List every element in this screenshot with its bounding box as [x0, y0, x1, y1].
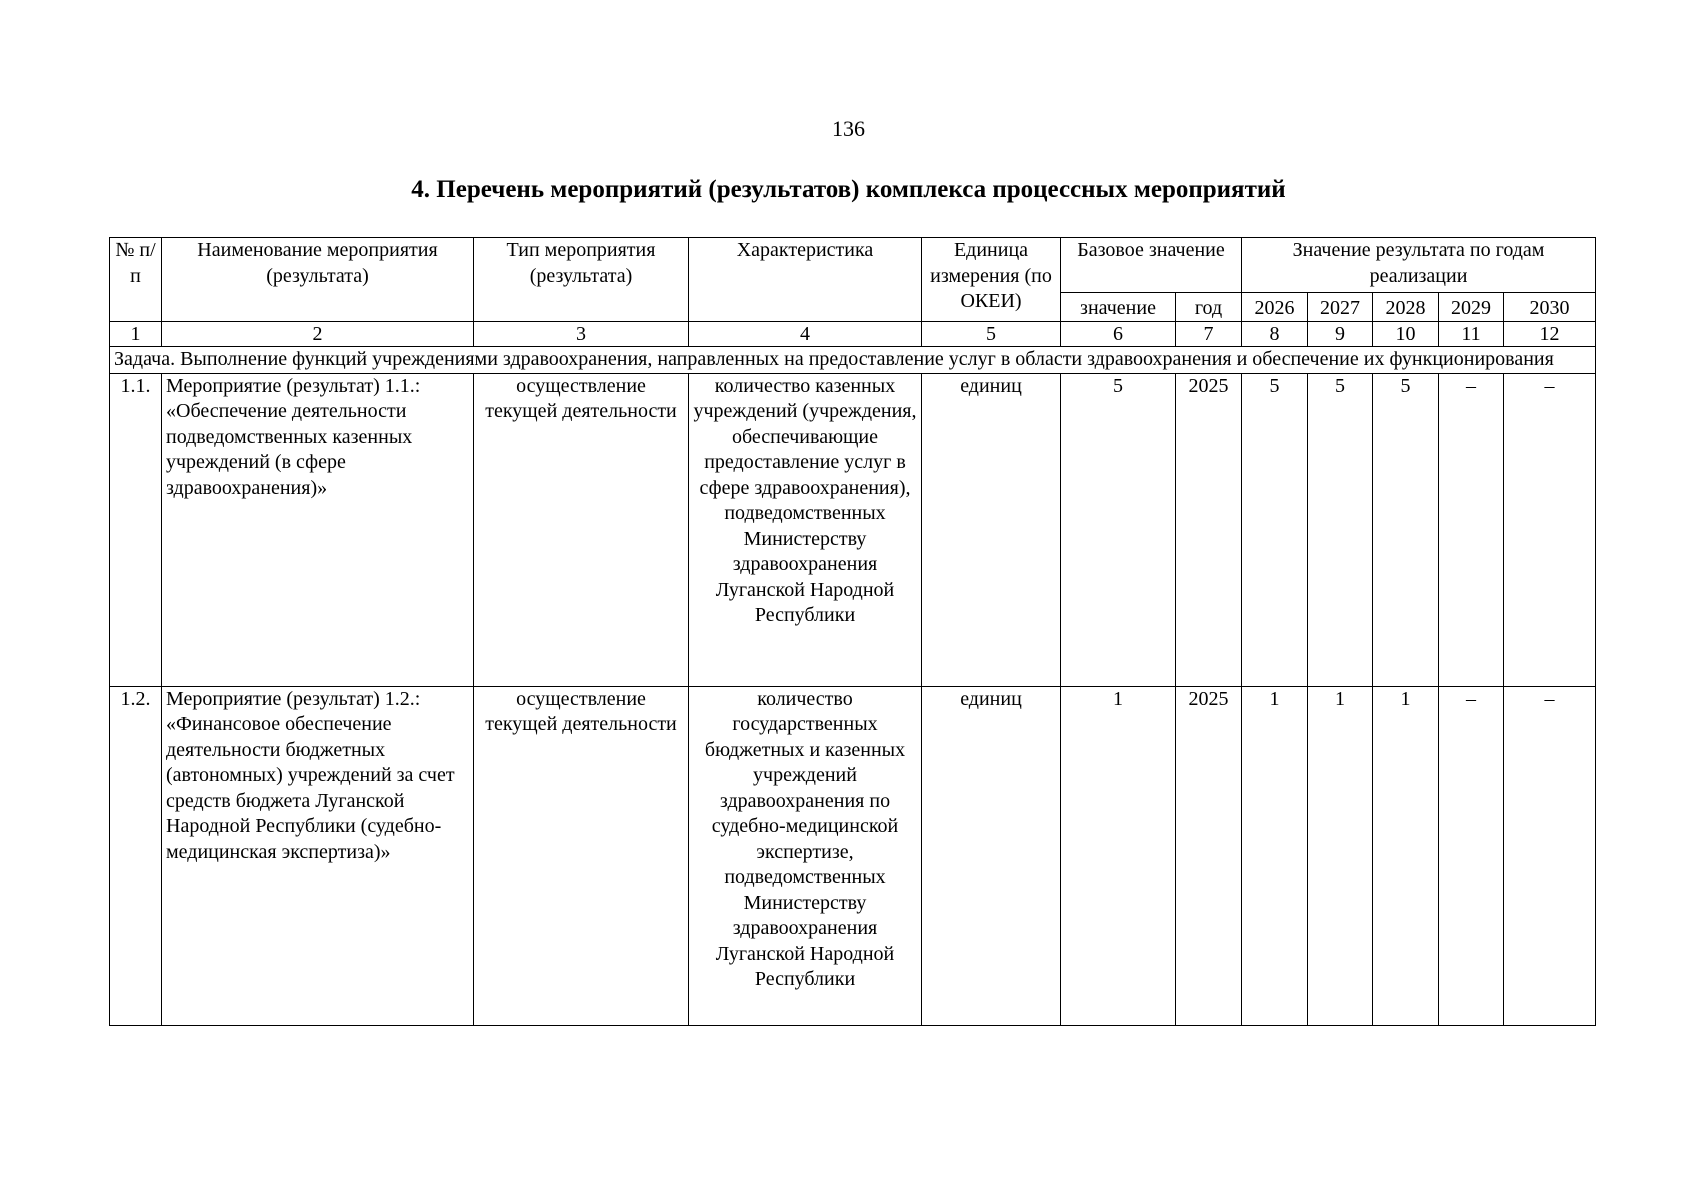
column-number: 1	[110, 322, 162, 347]
row-value-2030: –	[1504, 373, 1596, 686]
column-number: 2	[162, 322, 474, 347]
header-year-2028: 2028	[1373, 293, 1439, 322]
row-value-2028: 5	[1373, 373, 1439, 686]
row-value-2027: 1	[1308, 686, 1373, 1025]
row-value-2027: 5	[1308, 373, 1373, 686]
row-unit: единиц	[922, 686, 1061, 1025]
row-name: Мероприятие (результат) 1.1.: «Обеспечение деятельности подведомственных казенных учреждений (в сфере здравоохранения)»	[162, 373, 474, 686]
row-num: 1.2.	[110, 686, 162, 1025]
header-year-2027: 2027	[1308, 293, 1373, 322]
header-base: Базовое значение	[1061, 238, 1242, 293]
row-base-value: 5	[1061, 373, 1176, 686]
row-base-year: 2025	[1176, 686, 1242, 1025]
header-base-value: значение	[1061, 293, 1176, 322]
header-year-2026: 2026	[1242, 293, 1308, 322]
row-type: осуществление текущей деятельности	[474, 686, 689, 1025]
column-number-row	[110, 322, 1596, 347]
table-row	[110, 373, 1596, 686]
row-value-2029: –	[1439, 373, 1504, 686]
task-row	[110, 347, 1596, 374]
header-row-1	[110, 238, 1596, 293]
row-base-value: 1	[1061, 686, 1176, 1025]
header-by-year: Значение результата по годам реализации	[1242, 238, 1596, 293]
column-number: 8	[1242, 322, 1308, 347]
row-value-2026: 5	[1242, 373, 1308, 686]
column-number: 6	[1061, 322, 1176, 347]
row-value-2030: –	[1504, 686, 1596, 1025]
column-number: 10	[1373, 322, 1439, 347]
column-number: 9	[1308, 322, 1373, 347]
row-unit: единиц	[922, 373, 1061, 686]
row-value-2026: 1	[1242, 686, 1308, 1025]
header-num: № п/п	[110, 238, 162, 322]
row-name: Мероприятие (результат) 1.2.: «Финансовое обеспечение деятельности бюджетных (автономных) учреждений за счет средств бюджета Луганской Народной Республики (судебно-медицинская экспертиза)»	[162, 686, 474, 1025]
header-type: Тип мероприятия (результата)	[474, 238, 689, 322]
row-characteristic: количество государственных бюджетных и казенных учреждений здравоохранения по судебно-медицинской экспертизе, подведомственных Министерству здравоохранения Луганской Народной Республики	[689, 686, 922, 1025]
header-year-2030: 2030	[1504, 293, 1596, 322]
header-unit: Единица измерения (по ОКЕИ)	[922, 238, 1061, 322]
task-text: Задача. Выполнение функций учреждениями здравоохранения, направленных на предоставление услуг в области здравоохранения и обеспечение их функционирования	[110, 347, 1596, 374]
header-characteristic: Характеристика	[689, 238, 922, 322]
section-title: 4. Перечень мероприятий (результатов) комплекса процессных мероприятий	[411, 176, 1286, 203]
header-name: Наименование мероприятия (результата)	[162, 238, 474, 322]
column-number: 11	[1439, 322, 1504, 347]
row-value-2029: –	[1439, 686, 1504, 1025]
header-base-year: год	[1176, 293, 1242, 322]
column-number: 4	[689, 322, 922, 347]
page-number: 136	[832, 116, 865, 141]
column-number: 5	[922, 322, 1061, 347]
header-year-2029: 2029	[1439, 293, 1504, 322]
row-type: осуществление текущей деятельности	[474, 373, 689, 686]
column-number: 12	[1504, 322, 1596, 347]
table-row	[110, 686, 1596, 1025]
row-value-2028: 1	[1373, 686, 1439, 1025]
row-num: 1.1.	[110, 373, 162, 686]
measures-table	[109, 237, 1596, 1026]
column-number: 3	[474, 322, 689, 347]
row-characteristic: количество казенных учреждений (учреждения, обеспечивающие предоставление услуг в сфере здравоохранения), подведомственных Министерству здравоохранения Луганской Народной Республики	[689, 373, 922, 686]
row-base-year: 2025	[1176, 373, 1242, 686]
column-number: 7	[1176, 322, 1242, 347]
